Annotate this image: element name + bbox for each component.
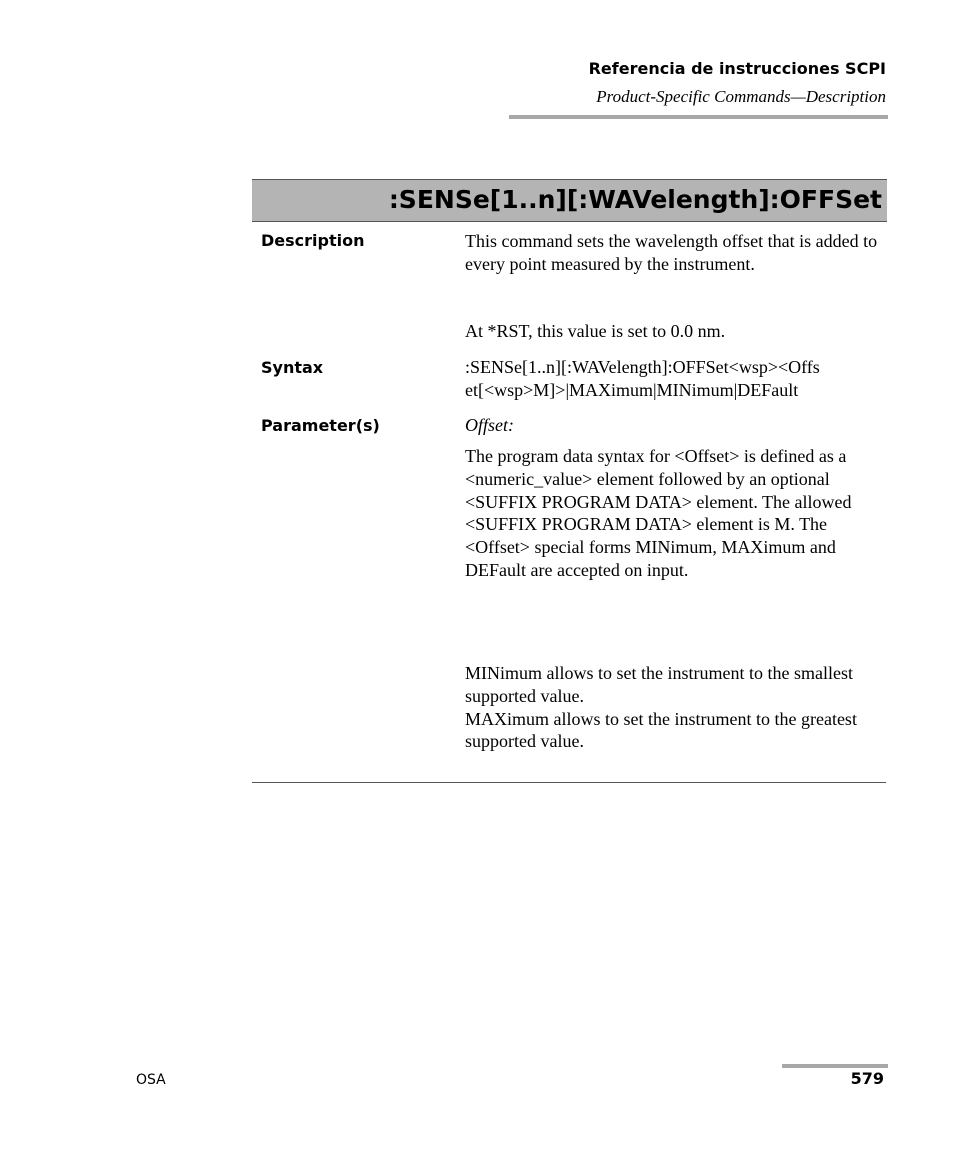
syntax-body	[465, 356, 885, 402]
description-label: Description	[261, 231, 365, 250]
description-rst-note	[465, 320, 885, 343]
page-number: 579	[850, 1069, 884, 1088]
syntax-line-2: et[<wsp>M]>|MAXimum|MINimum|DEFault	[465, 379, 799, 400]
footer-product: OSA	[136, 1072, 166, 1088]
running-header	[589, 58, 886, 108]
parameter-name: Offset:	[465, 415, 514, 435]
parameters-label: Parameter(s)	[261, 416, 380, 435]
description-rst-paragraph: At *RST, this value is set to 0.0 nm.	[465, 321, 726, 341]
chapter-title: Referencia de instrucciones SCPI	[588, 59, 886, 78]
parameter-definition-paragraph: The program data syntax for <Offset> is defined as a <numeric_value> element followed by an optional <SUFFIX PROGRAM DATA> element. The allowed <SUFFIX PROGRAM DATA> element is M. The <Offset> special forms MINimum, MAXimum and DEFault are accepted on input.	[465, 446, 852, 580]
command-title: :SENSe[1..n][:WAVelength]:OFFSet	[388, 185, 882, 214]
description-body	[465, 230, 885, 276]
command-title-bar	[252, 179, 887, 222]
command-end-rule	[252, 782, 886, 783]
footer-rule	[782, 1064, 888, 1068]
parameter-definition	[465, 445, 885, 582]
minimum-paragraph: MINimum allows to set the instrument to the smallest supported value.	[465, 663, 853, 706]
parameter-special-forms	[465, 662, 885, 753]
maximum-paragraph: MAXimum allows to set the instrument to the greatest supported value.	[465, 708, 857, 752]
syntax-line-1: :SENSe[1..n][:WAVelength]:OFFSet<wsp><Offs	[465, 357, 820, 377]
description-paragraph: This command sets the wavelength offset that is added to every point measured by the instrument.	[465, 231, 878, 274]
syntax-label: Syntax	[261, 358, 324, 377]
header-rule	[509, 115, 888, 119]
section-subtitle: Product-Specific Commands—Description	[596, 87, 886, 106]
